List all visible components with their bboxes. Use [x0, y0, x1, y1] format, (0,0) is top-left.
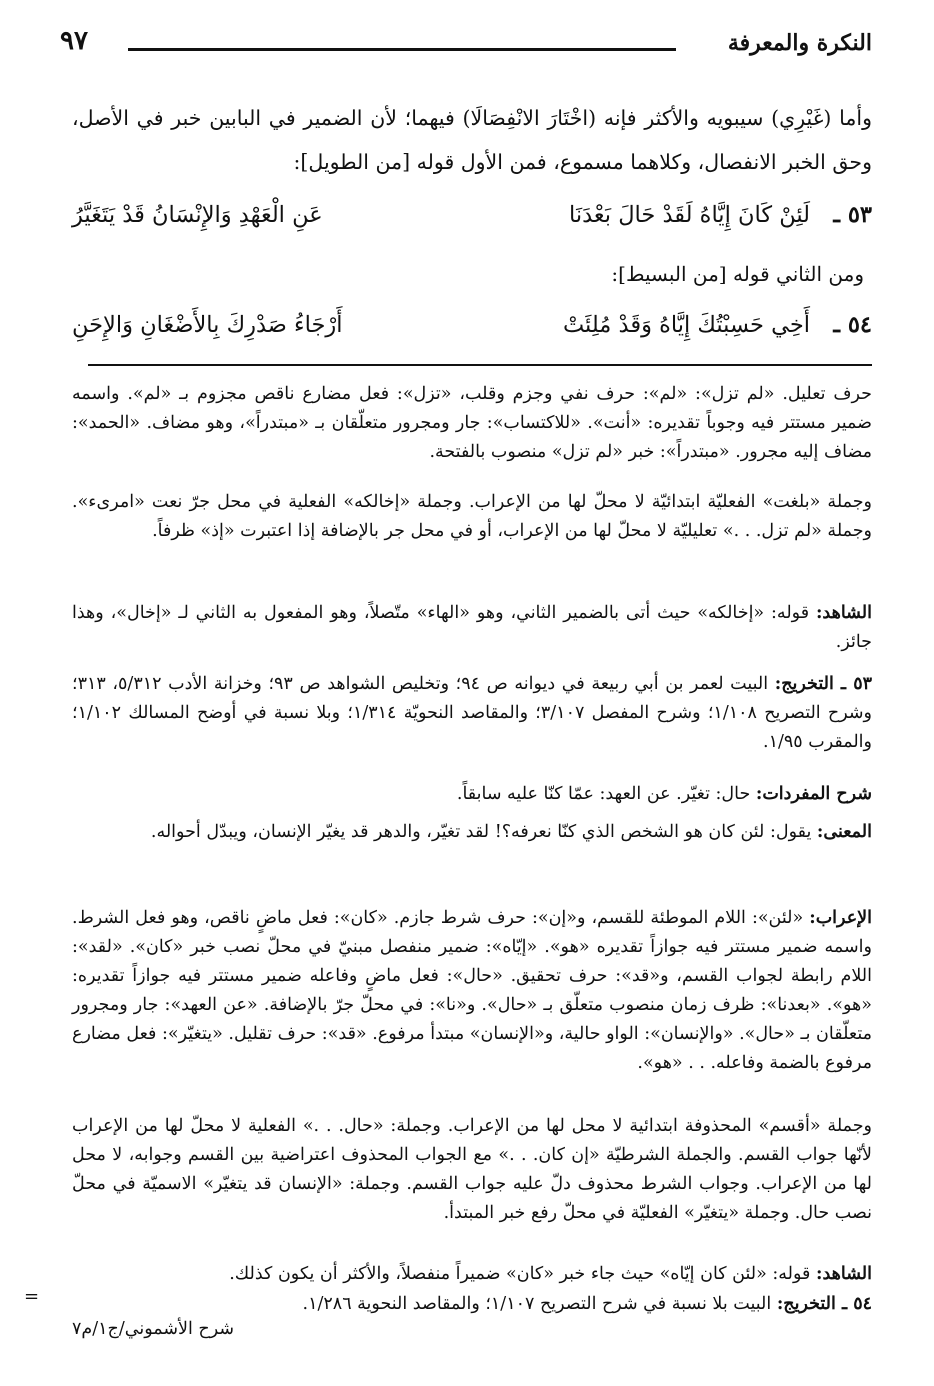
- note-label: شرح المفردات:: [755, 784, 872, 804]
- note-witness: [72, 599, 872, 657]
- main-paragraph: وأما (غَيْرِي) سيبويه والأكثر فإنه (اخْتَارَ الانْفِصَالَا) فيهما؛ لأن الضمير في البابين خبر في الأصل، وحق الخبر الانفصال، وكلاهما مسموع، فمن الأول قوله [من الطويل]:: [72, 106, 872, 174]
- note-text: قوله: «لئن كان إيّاه» حيث جاء خبر «كان» ضميراً منفصلاً، والأكثر أن يكون كذلك.: [229, 1264, 811, 1284]
- verse-54: [62, 312, 872, 352]
- note-meaning: [72, 818, 872, 847]
- verse-number: ٥٣ ـ: [833, 202, 872, 228]
- page-number: ٩٧: [60, 26, 88, 56]
- verse-53: [62, 202, 872, 242]
- note-label: المعنى:: [816, 822, 872, 842]
- note-text: حرف تعليل. «لم تزل»: «لم»: حرف نفي وجزم وقلب، «تزل»: فعل مضارع ناقص مجزوم بـ «لم». واسمه ضمير مستتر فيه وجوباً تقديره: «أنت». «للاكتساب»: جار ومجرور متعلّقان بـ «مبتدراً»، وهو مضاف. «الحمد»: مضاف إليه مجرور. «مبتدراً»: خبر «لم تزل» منصوب بالفتحة.: [72, 384, 872, 462]
- note-sources-54: [72, 1290, 872, 1319]
- note-label: الإعراب:: [809, 908, 872, 928]
- page-header: [60, 22, 872, 66]
- note-sources-53: [72, 670, 872, 757]
- note-label: الشاهد:: [815, 603, 872, 623]
- note-parsing: [72, 904, 872, 1078]
- header-rule: [128, 48, 676, 51]
- footnote-separator: [88, 364, 872, 366]
- note-text: «لئن»: اللام الموطئة للقسم، و«إن»: حرف شرط جازم. «كان»: فعل ماضٍ ناقص، وهو فعل الشرط. واسمه ضمير مستتر فيه جوازاً تقديره «هو». «إيّاه»: ضمير منفصل مبنيّ في محلّ نصب خبر «كان». «لقد»: اللام رابطة لجواب القسم، و«قد»: حرف تحقيق. «حال»: فعل ماضٍ وفاعله ضمير مستتر فيه جوازاً تقديره: «هو». «بعدنا»: ظرف زمان منصوب متعلّق بـ «حال». و«نا»: في محلّ جرّ بالإضافة. «عن العهد»: جار ومجرور متعلّقان بـ «حال». «والإنسان»: الواو حالية، و«الإنسان» مبتدأ مرفوع. «قد»: حرف تقليل. «يتغيّر»: فعل مضارع مرفوع بالضمة وفاعله. . . «هو».: [72, 908, 872, 1073]
- note-text: حال: تغيّر. عن العهد: عمّا كنّا عليه سابقاً.: [456, 784, 751, 804]
- margin-mark: =: [24, 1286, 40, 1307]
- note-parsing-continued: [72, 380, 872, 467]
- note-text: البيت لعمر بن أبي ربيعة في ديوانه ص ٩٤؛ وتخليص الشواهد ص ٩٣؛ وخزانة الأدب ٥/٣١٢، ٣١٣؛ وشرح التصريح ١/١٠٨؛ وشرح المفصل ٣/١٠٧؛ والمقاصد النحويّة ١/٣١٤؛ وبلا نسبة في أوضح المسالك ١/١٠٢؛ والمقرب ١/٩٥.: [72, 674, 873, 752]
- note-label: ٥٤ ـ التخريج:: [776, 1294, 872, 1314]
- note-label: ٥٣ ـ التخريج:: [774, 674, 872, 694]
- running-title: النكرة والمعرفة: [727, 30, 872, 56]
- signature-mark: شرح الأشموني/ج١/م٧: [72, 1319, 235, 1339]
- note-text: قوله: «إخالكه» حيث أتى بالضمير الثاني، وهو «الهاء» متّصلاً، وهو المفعول به الثاني لـ «إخال»، وهذا جائز.: [72, 603, 872, 652]
- verse-first-hemistich: لَئِنْ كَانَ إِيَّاهُ لَقَدْ حَالَ بَعْدَنَا: [569, 202, 810, 228]
- verse-first-hemistich: أَخِي حَسِبْتُكَ إِيَّاهُ وَقَدْ مُلِئَتْ: [562, 312, 810, 338]
- note-sentence-analysis: [72, 1112, 872, 1228]
- verse-second-hemistich: أَرْجَاءُ صَدْرِكَ بِالأَضْغَانِ وَالإِحَنِ: [72, 312, 343, 338]
- verse-intro: ومن الثاني قوله [من البسيط]:: [611, 262, 864, 286]
- verse-number: ٥٤ ـ: [833, 312, 872, 338]
- note-vocabulary: [72, 780, 872, 809]
- note-sentences: [72, 488, 872, 546]
- note-text: وجملة «أقسم» المحذوفة ابتدائية لا محل لها من الإعراب. وجملة: «حال. . .» الفعلية لا محلّ لها من الإعراب لأنّها جواب القسم. والجملة الشرطيّة «إن كان. . .» مع الجواب المحذوف اعتراضية بين القسم وجوابه، لا محل لها من الإعراب. وجواب الشرط محذوف دلّ عليه جواب القسم. وجملة: «الإنسان قد يتغيّر» الاسميّة في محلّ نصب حال. وجملة «يتغيّر» الفعليّة في محلّ رفع خبر المبتدأ.: [72, 1116, 872, 1223]
- note-text: وجملة «بلغت» الفعليّة ابتدائيّة لا محلّ لها من الإعراب. وجملة «إخالكه» الفعلية في محل جرّ نعت «امرىء». وجملة «لم تزل. . .» تعليليّة لا محلّ لها من الإعراب، أو في محل جر بالإضافة إذا اعتبرت «إذ» ظرفاً.: [72, 492, 872, 541]
- note-text: البيت بلا نسبة في شرح التصريح ١/١٠٧؛ والمقاصد النحوية ١/٢٨٦.: [302, 1294, 772, 1314]
- note-text: يقول: لئن كان هو الشخص الذي كنّا نعرفه؟! لقد تغيّر، والدهر قد يغيّر الإنسان، ويبدّل أحواله.: [150, 822, 812, 842]
- note-label: الشاهد:: [815, 1264, 872, 1284]
- verse-second-hemistich: عَنِ الْعَهْدِ وَالإِنْسَانُ قَدْ يَتَغَيَّرُ: [72, 202, 323, 228]
- note-witness-53: [72, 1260, 872, 1289]
